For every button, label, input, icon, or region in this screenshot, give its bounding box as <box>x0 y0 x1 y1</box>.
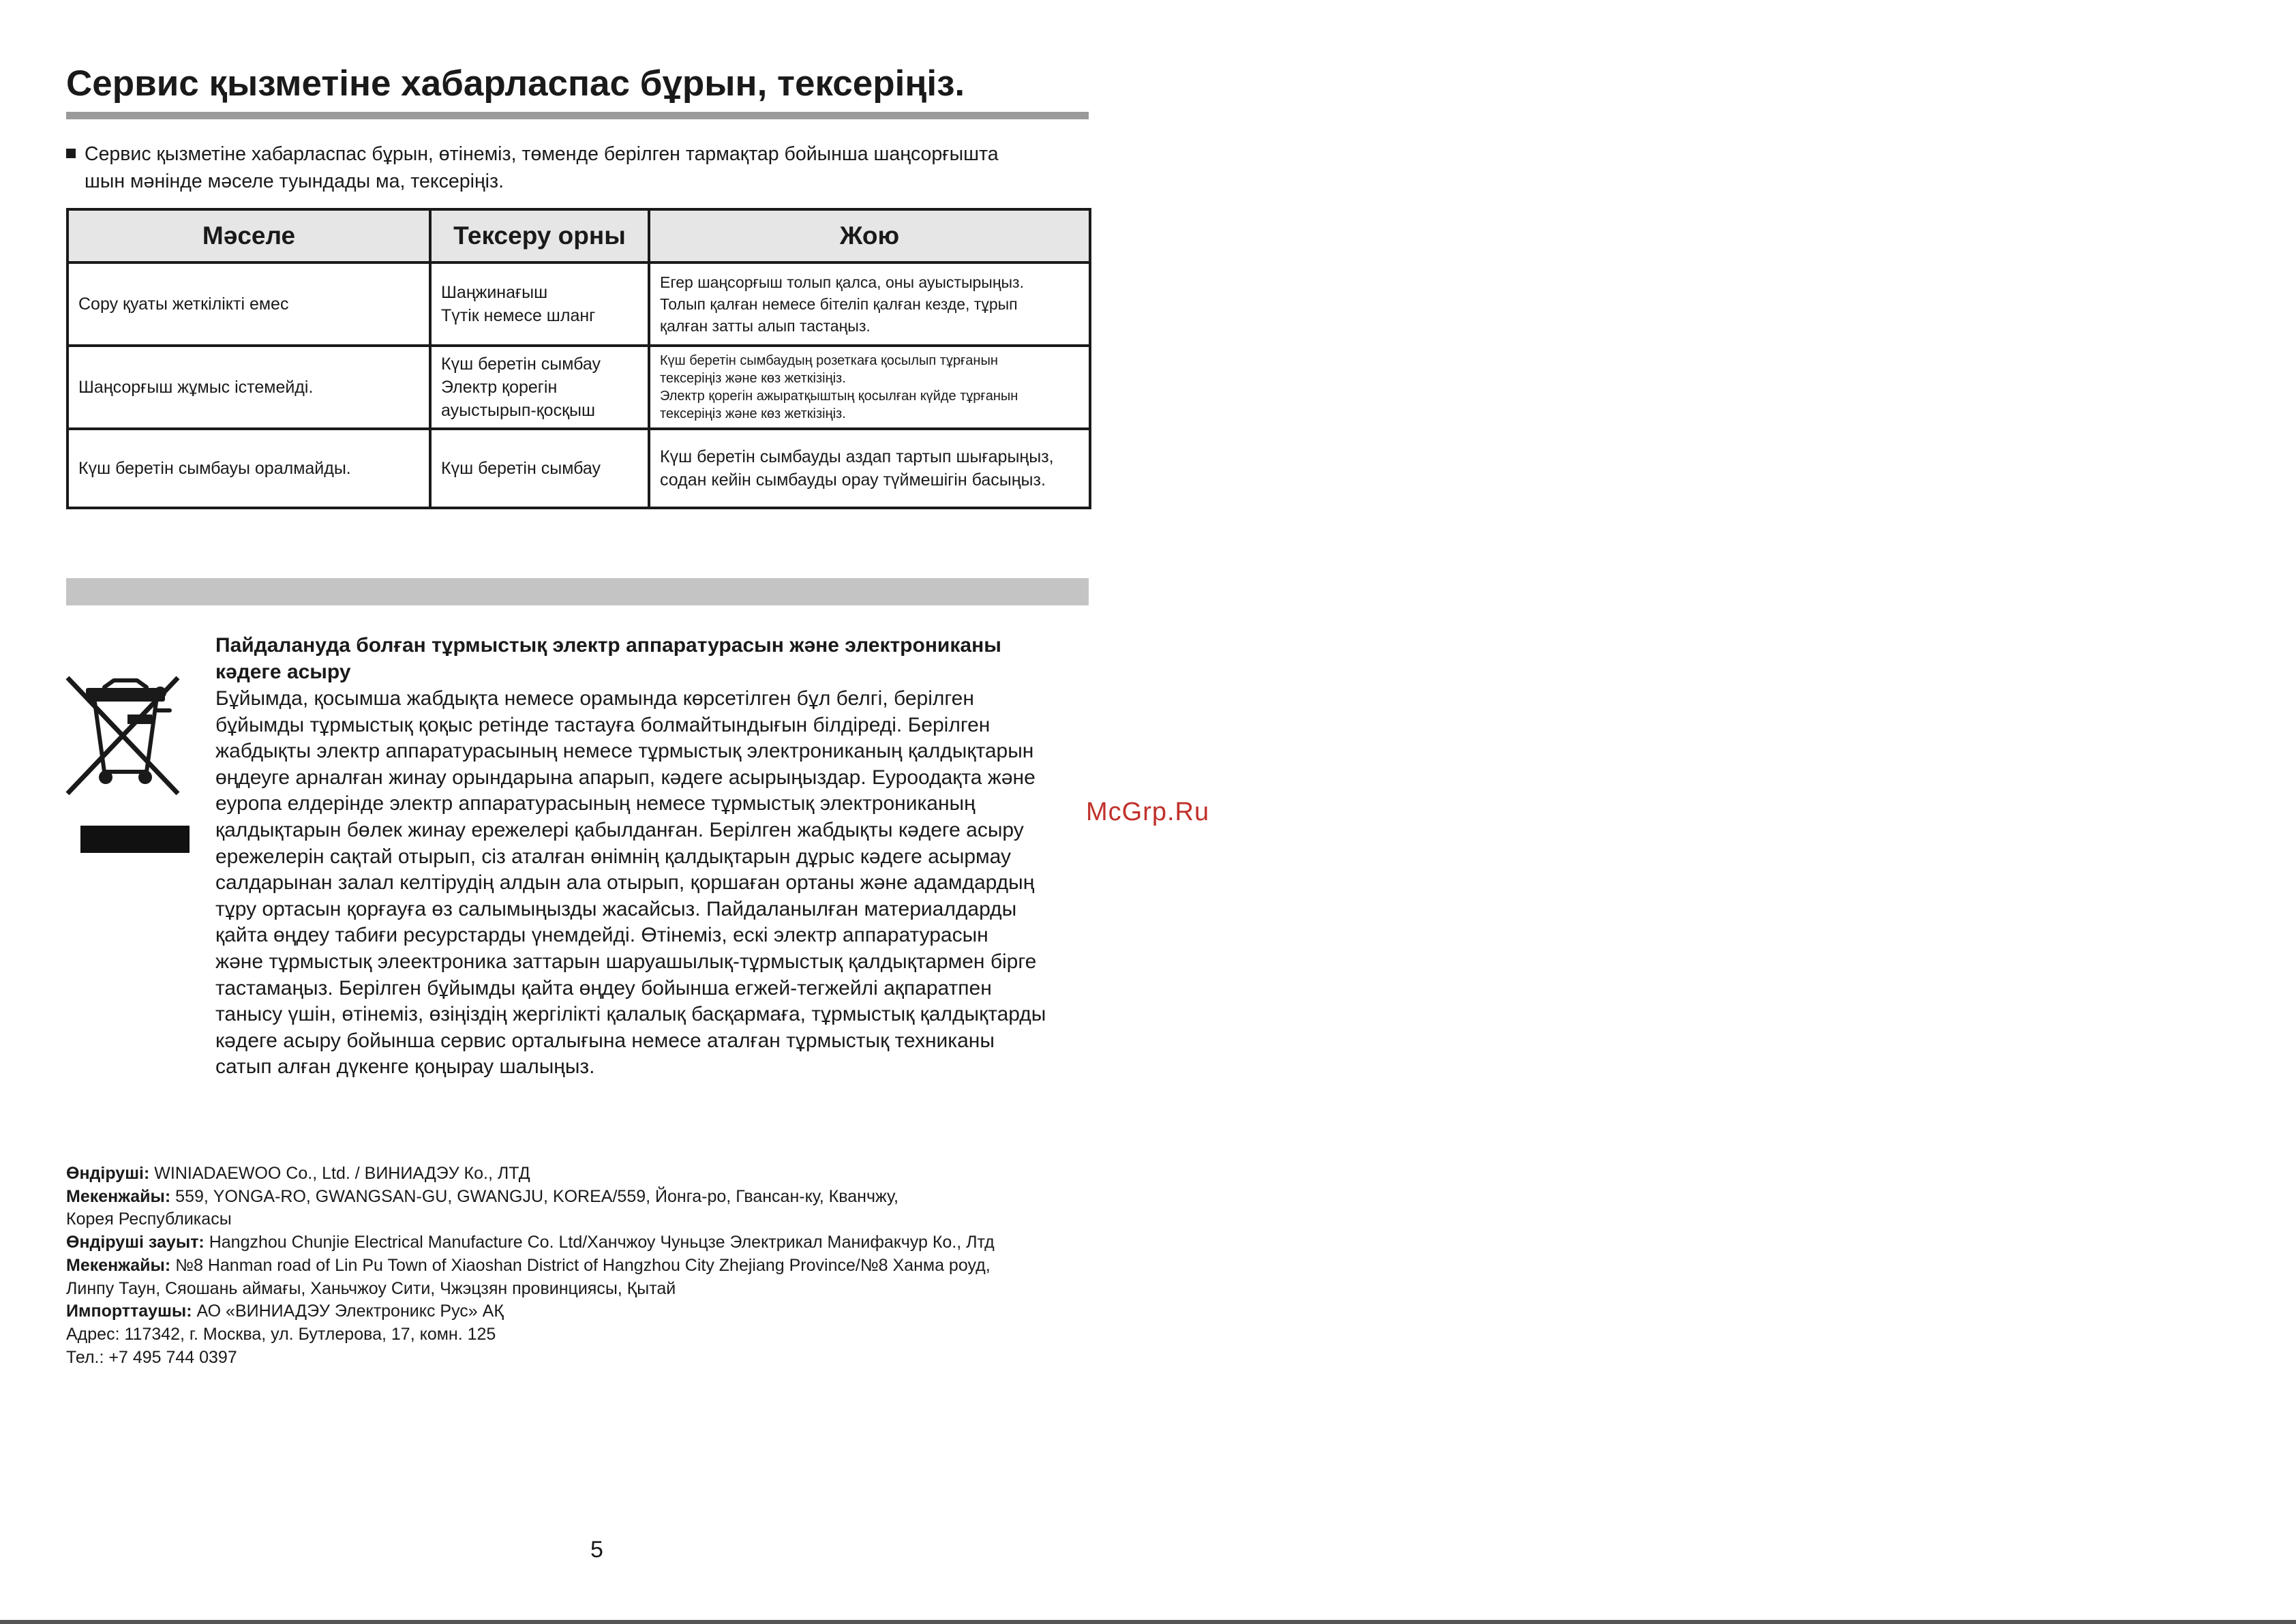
factory-label: Өндіруші зауыт: <box>66 1233 205 1252</box>
address-value: 559, YONGA-RO, GWANGSAN-GU, GWANGJU, KOREA/559, Йонга-ро, Гвансан-ку, Кванчжу, <box>170 1186 898 1206</box>
maker-row <box>66 1162 995 1186</box>
factory-address-value: №8 Hanman road of Lin Pu Town of Xiaoshan District of Hangzhou City Zhejiang Province/№8 Ханма роуд, <box>170 1255 991 1275</box>
weee-body-text: Бұйымда, қосымша жабдықта немесе орамында көрсетілген бұл белгі, берілген бұйымды тұрмыстық қоқыс ретінде тастауға болмайтындығын білдіреді. Берілген жабдықты электр аппаратурасының немесе тұрмыстық электрониканың қалдықтарын өңдеуге арналған жинау орындарына апарып, кәдеге асырыңыздар. Еуроодақта және еуропа елдерінде электр аппаратурасының немесе тұрмыстық электрониканың қалдықтарын бөлек жинау ережелері қабылданған. Берілген жабдықты кәдеге асыру ережелерін сақтай отырып, сіз аталған өнімнің қалдықтарын дұрыс кәдеге асырмау салдарынан залал келтірудің алдын ала отырып, қоршаған ортаны және адамдардың тұру ортасын қорғауға өз салымыңызды жасайсыз. Пайдаланылған материалдарды қайта өңдеу табиғи ресурстарды үнемдейді. Өтінеміз, ескі электр аппаратурасын және тұрмыстық элеектроника заттарын шаруашылық-тұрмыстық қалдықтармен бірге тастамаңыз. Берілген бұйымды қайта өңдеу бойынша егжей-тегжейлі ақпаратпен танысу үшін, өтінеміз, өзіңіздің жергілікті қалалық басқармаға, тұрмыстық қалдықтарды кәдеге асыру бойынша сервис орталығына немесе аталған тұрмыстық техниканы сатып алған дүкенге қоңырау шалыңыз. <box>215 687 1046 1079</box>
intro-paragraph <box>66 140 1102 195</box>
importer-label: Импорттаушы: <box>66 1302 192 1321</box>
column-header-fix: Жою <box>649 209 1090 262</box>
importer-phone: Тел.: +7 495 744 0397 <box>66 1347 237 1367</box>
importer-value: АО «ВИНИАДЭУ Электроникс Рус» АҚ <box>192 1302 504 1321</box>
problem-cell: Шаңсорғыш жұмыс істемейді. <box>67 346 430 429</box>
importer-address: Адрес: 117342, г. Москва, ул. Бутлерова, 17, комн. 125 <box>66 1324 496 1344</box>
factory-address-continuation: Линпу Таун, Сяошань аймағы, Ханьчжоу Сити, Чжэцзян провинциясы, Қытай <box>66 1278 676 1298</box>
maker-label: Өндіруші: <box>66 1164 150 1183</box>
fix-cell: Егер шаңсорғыш толып қалса, оны ауыстырыңыз. Толып қалған немесе бітеліп қалған кезде, тұрып қалған затты алып тастаңыз. <box>660 273 1024 335</box>
table-row <box>67 429 1090 508</box>
weee-marking-bar <box>80 826 190 853</box>
column-header-check: Тексеру орны <box>430 209 649 262</box>
watermark-text: McGrp.Ru <box>1086 798 1210 826</box>
check-cell: Күш беретін сымбау Электр қорегін ауыстырып-қосқыш <box>441 355 601 420</box>
table-header-row <box>67 209 1090 262</box>
intro-line-1: Сервис қызметіне хабарласпас бұрын, өтінеміз, төменде берілген тармақтар бойынша шаңсорғышта <box>85 143 999 165</box>
fix-cell: Күш беретін сымбаудың розеткаға қосылып тұрғанын тексеріңіз және көз жеткізіңіз. Электр қорегін ажыратқыштың қосылған күйде тұрғанын тексеріңіз және көз жеткізіңіз. <box>660 353 1018 421</box>
page-number: 5 <box>590 1537 603 1563</box>
troubleshooting-table <box>66 208 1091 509</box>
page-title: Сервис қызметіне хабарласпас бұрын, тексеріңіз. <box>66 63 965 104</box>
square-bullet-icon <box>66 149 76 158</box>
check-cell: Шаңжинағыш Түтік немесе шланг <box>441 283 596 325</box>
weee-heading: Пайдалануда болған тұрмыстық электр аппаратурасын және электрониканы кәдеге асыру <box>215 634 1001 683</box>
title-underline <box>66 112 1089 119</box>
intro-line-2: шын мәнінде мәселе туындады ма, тексеріңіз. <box>85 170 504 192</box>
maker-value: WINIADAEWOO Co., Ltd. / ВИНИАДЭУ Ко., ЛТД <box>149 1164 530 1183</box>
importer-row <box>66 1300 995 1323</box>
manufacturer-info <box>66 1162 995 1369</box>
factory-value: Hangzhou Chunjie Electrical Manufacture Co. Ltd/Ханчжоу Чуньцзе Электрикал Манифакчур Ко., Лтд <box>204 1233 995 1252</box>
page-bottom-edge <box>0 1620 2296 1624</box>
table-row <box>67 262 1090 346</box>
problem-cell: Күш беретін сымбауы оралмайды. <box>67 429 430 508</box>
factory-address-label: Мекенжайы: <box>66 1255 171 1275</box>
problem-cell: Сору қуаты жеткілікті емес <box>67 262 430 346</box>
section-divider-band <box>66 578 1089 605</box>
fix-cell: Күш беретін сымбауды аздап тартып шығарыңыз, содан кейін сымбауды орау түймешігін басыңыз. <box>660 447 1054 490</box>
address-continuation: Корея Республикасы <box>66 1209 232 1229</box>
crossed-out-wheelie-bin-icon <box>65 675 181 798</box>
address-label: Мекенжайы: <box>66 1186 171 1206</box>
column-header-problem: Мәселе <box>67 209 430 262</box>
factory-address-row <box>66 1254 995 1278</box>
address-row <box>66 1186 995 1209</box>
check-cell: Күш беретін сымбау <box>430 429 649 508</box>
factory-row <box>66 1231 995 1254</box>
table-row <box>67 346 1090 429</box>
